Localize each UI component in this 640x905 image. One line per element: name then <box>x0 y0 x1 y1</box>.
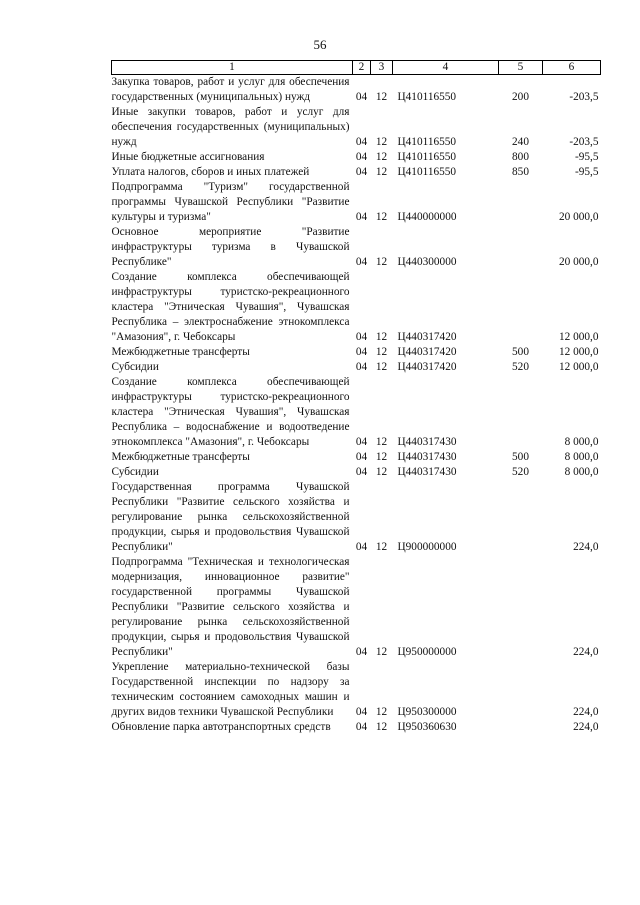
row-subsection: 12 <box>375 166 388 178</box>
table-row <box>112 225 601 270</box>
row-subsection: 12 <box>375 451 388 463</box>
row-name: Межбюджетные трансферты <box>111 346 250 358</box>
row-expense-type: 850 <box>512 166 529 178</box>
header-cell-6: 6 <box>543 61 601 75</box>
table-row <box>112 75 601 106</box>
header-cell-2: 2 <box>353 61 371 75</box>
row-subsection: 12 <box>375 346 388 358</box>
table-row <box>112 180 601 225</box>
row-subsection: 12 <box>375 211 388 223</box>
row-section: 04 <box>355 331 368 343</box>
table-row <box>112 555 601 660</box>
row-name: Иные бюджетные ассигнования <box>111 151 265 163</box>
row-expense-type <box>499 480 543 555</box>
table-row <box>112 360 601 375</box>
row-section: 04 <box>355 706 368 718</box>
row-target-code: Ц440000000 <box>397 211 457 223</box>
row-expense-type: 500 <box>512 346 529 358</box>
row-target-code: Ц410116550 <box>397 136 457 148</box>
row-name: Субсидии <box>111 466 159 478</box>
row-name: Уплата налогов, сборов и иных платежей <box>111 166 310 178</box>
row-name: Обновление парка автотранспортных средств <box>111 721 331 733</box>
row-name: Укрепление материально-технической базы Государственной инспекции по надзору за техническим состоянием самоходных машин и других видов техники Чувашской Республики <box>111 661 350 718</box>
row-section: 04 <box>355 646 368 658</box>
row-amount: 20 000,0 <box>558 256 599 268</box>
table-row <box>112 270 601 345</box>
table-row <box>112 480 601 555</box>
header-cell-3: 3 <box>371 61 393 75</box>
row-section: 04 <box>355 361 368 373</box>
table-row <box>112 720 601 735</box>
table-row <box>112 465 601 480</box>
row-expense-type: 500 <box>512 451 529 463</box>
row-subsection: 12 <box>375 466 388 478</box>
row-target-code: Ц440317420 <box>397 361 457 373</box>
row-name: Создание комплекса обеспечивающей инфраструктуры туристско-рекреационного кластера "Этническая Чувашия", Чувашская Республика – электроснабжение этнокомплекса "Амазония", г. Чебоксары <box>111 271 350 343</box>
row-expense-type <box>499 225 543 270</box>
row-name: Закупка товаров, работ и услуг для обеспечения государственных (муниципальных) нужд <box>111 76 350 103</box>
header-cell-4: 4 <box>393 61 499 75</box>
table-row <box>112 660 601 720</box>
row-amount: 8 000,0 <box>564 451 599 463</box>
budget-table <box>111 60 601 735</box>
row-target-code: Ц440317430 <box>397 451 457 463</box>
row-target-code: Ц900000000 <box>397 541 457 553</box>
table-row <box>112 150 601 165</box>
row-amount: -203,5 <box>569 136 599 148</box>
row-subsection: 12 <box>375 361 388 373</box>
row-amount: -203,5 <box>569 91 599 103</box>
row-section: 04 <box>355 136 368 148</box>
row-section: 04 <box>355 346 368 358</box>
row-name: Создание комплекса обеспечивающей инфраструктуры туристско-рекреационного кластера "Этническая Чувашия", Чувашская Республика – водоснабжение и водоотведение этнокомплекса "Амазония", г. Чебоксары <box>111 376 350 448</box>
row-amount: 12 000,0 <box>558 346 599 358</box>
row-amount: 12 000,0 <box>558 361 599 373</box>
row-subsection: 12 <box>375 256 388 268</box>
row-target-code: Ц440317430 <box>397 436 457 448</box>
row-subsection: 12 <box>375 331 388 343</box>
row-expense-type <box>499 660 543 720</box>
row-section: 04 <box>355 151 368 163</box>
row-target-code: Ц440300000 <box>397 256 457 268</box>
row-amount: 8 000,0 <box>564 466 599 478</box>
row-amount: -95,5 <box>574 151 599 163</box>
row-target-code: Ц440317420 <box>397 346 457 358</box>
row-subsection: 12 <box>375 151 388 163</box>
row-section: 04 <box>355 91 368 103</box>
row-expense-type: 520 <box>512 466 529 478</box>
row-target-code: Ц440317420 <box>397 331 457 343</box>
page-number: 56 <box>313 37 327 52</box>
row-name: Иные закупки товаров, работ и услуг для обеспечения государственных (муниципальных) нужд <box>111 106 350 148</box>
row-amount: 224,0 <box>573 706 599 718</box>
row-amount: 8 000,0 <box>564 436 599 448</box>
row-amount: -95,5 <box>574 166 599 178</box>
row-section: 04 <box>355 166 368 178</box>
row-amount: 20 000,0 <box>558 211 599 223</box>
row-subsection: 12 <box>375 136 388 148</box>
row-name: Межбюджетные трансферты <box>111 451 250 463</box>
row-target-code: Ц410116550 <box>397 166 457 178</box>
row-name: Государственная программа Чувашской Республики "Развитие сельского хозяйства и регулирование рынка сельскохозяйственной продукции, сырья и продовольствия Чувашской Республики" <box>111 481 350 553</box>
row-section: 04 <box>355 541 368 553</box>
row-target-code: Ц950000000 <box>397 646 457 658</box>
header-row <box>112 61 601 75</box>
row-expense-type <box>499 555 543 660</box>
table-row <box>112 375 601 450</box>
row-amount: 224,0 <box>573 541 599 553</box>
row-target-code: Ц950360630 <box>397 721 457 733</box>
row-name: Подпрограмма "Техническая и технологическая модернизация, инновационное развитие" государственной программы Чувашской Республики "Развитие сельского хозяйства и регулирование рынка сельскохозяйственной продукции, сырья и продовольствия Чувашской Республики" <box>111 556 350 658</box>
row-expense-type <box>499 270 543 345</box>
row-section: 04 <box>355 451 368 463</box>
row-section: 04 <box>355 436 368 448</box>
row-expense-type: 800 <box>512 151 529 163</box>
table-row <box>112 165 601 180</box>
row-expense-type: 520 <box>512 361 529 373</box>
row-expense-type <box>499 180 543 225</box>
row-expense-type <box>499 720 543 735</box>
row-amount: 12 000,0 <box>558 331 599 343</box>
row-expense-type: 200 <box>512 91 529 103</box>
header-cell-5: 5 <box>499 61 543 75</box>
header-cell-1: 1 <box>112 61 353 75</box>
row-subsection: 12 <box>375 706 388 718</box>
row-section: 04 <box>355 466 368 478</box>
row-section: 04 <box>355 211 368 223</box>
row-amount: 224,0 <box>573 646 599 658</box>
table-row <box>112 105 601 150</box>
row-expense-type <box>499 375 543 450</box>
row-target-code: Ц440317430 <box>397 466 457 478</box>
row-name: Подпрограмма "Туризм" государственной программы Чувашской Республики "Развитие культуры и туризма" <box>111 181 350 223</box>
row-target-code: Ц410116550 <box>397 91 457 103</box>
row-section: 04 <box>355 256 368 268</box>
row-expense-type: 240 <box>512 136 529 148</box>
row-target-code: Ц410116550 <box>397 151 457 163</box>
row-section: 04 <box>355 721 368 733</box>
row-name: Субсидии <box>111 361 159 373</box>
table-row <box>112 450 601 465</box>
row-subsection: 12 <box>375 721 388 733</box>
table-row <box>112 345 601 360</box>
row-subsection: 12 <box>375 436 388 448</box>
row-amount: 224,0 <box>573 721 599 733</box>
row-subsection: 12 <box>375 91 388 103</box>
row-subsection: 12 <box>375 541 388 553</box>
row-name: Основное мероприятие "Развитие инфраструктуры туризма в Чувашской Республике" <box>111 226 350 268</box>
row-target-code: Ц950300000 <box>397 706 457 718</box>
row-subsection: 12 <box>375 646 388 658</box>
